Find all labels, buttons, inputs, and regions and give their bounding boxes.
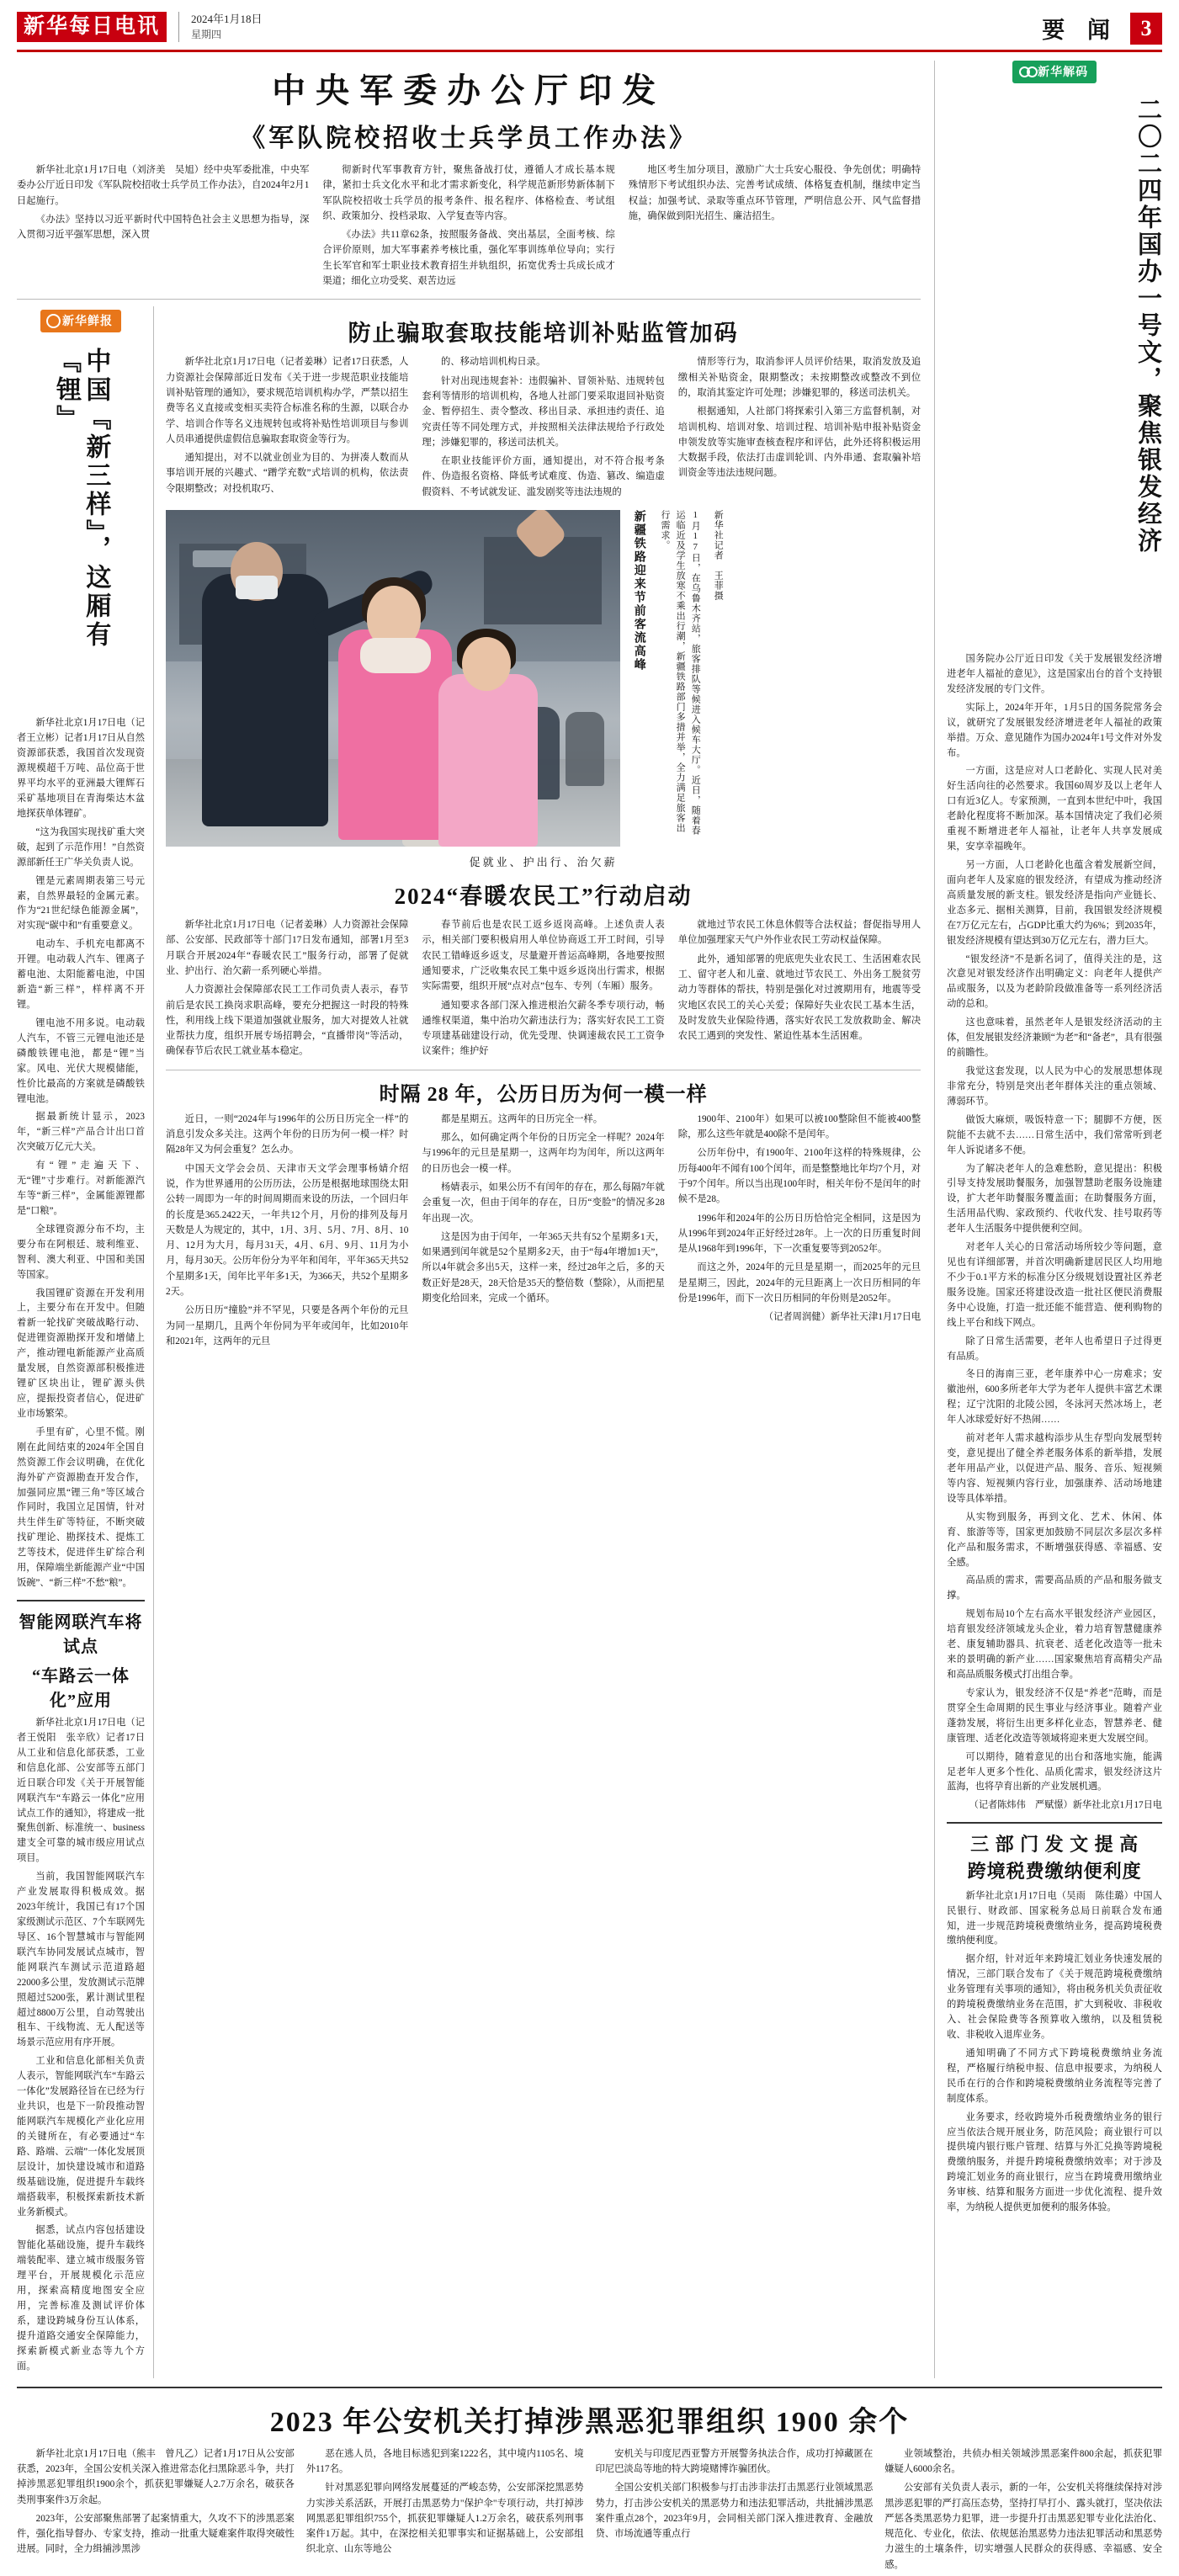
paragraph: 那么，如何确定两个年份的日历完全一样呢？2024年与1996年的元旦是星期一，这两年均为闰年，所以这两年的日历也会一模一样。 (422, 1133, 665, 1174)
bottom-col-3 (596, 2446, 874, 2576)
paragraph: 中国天文学会会员、天津市天文学会理事杨婧介绍说，作为世界通用的公历历法，公历是根据地球围绕太阳公转一周即为一年的时间周期而来设的历法，一个回归年的长度是365.2422天，一年共12个月，月份的排列及每月天数是人为规定的，其中，1月、3月、5月、7月、8月、10月、12月为大月，每月31天，4月、6月、9月、11月为小月，每月30天。公历年份分为平年和闰年，平年365天共52个星期多1天，闰年比平年多1天，为366天，共52个星期多2天。 (166, 1163, 409, 1297)
credit-line: （记者周润健）新华社天津1月17日电 (763, 1312, 921, 1323)
bottom-col-1 (17, 2446, 295, 2576)
paragraph: 新华社北京1月17日电（记者姜琳）人力资源社会保障部、公安部、民政部等十部门17日发布通知，部署1月至3月联合开展2024年“春暖农民工”服务行动，部署了促就业、护出行、治欠薪一系列硬心举措。 (166, 920, 409, 976)
paragraph: 实际上，2024年开年，1月5日的国务院常务会议，就研究了发展银发经济增进老年人福祉的政策举措。万众、意见随作为国办2024年1号文件对外发布。 (947, 702, 1162, 758)
paragraph: 就地过节农民工休息休假等合法权益；督促指导用人单位加强理家天气户外作业农民工劳动权益保障。 (677, 920, 921, 946)
masthead (17, 12, 1162, 52)
paragraph: 杨婧表示，如果公历不有闰年的存在，那么每隔7年就会重复一次，但由于闰年的存在，日历“变脸”的情况多28年出现一次。 (422, 1182, 665, 1224)
decode-headline: 二〇二四年国办一号文，聚焦银发经济 (1134, 97, 1161, 555)
calendar-headline: 时隔 28 年，公历日历为何一模一样 (379, 1083, 708, 1106)
paragraph: 据介绍，针对近年来跨境汇划业务快速发展的情况，三部门联合发布了《关于规范跨境税费缴纳业务管理有关事项的通知》，将由税务机关负责征收的跨境税费缴纳业务在范围，扩大到税收、非税收入、社会保险费等各预算收入缴纳，以及租赁税收、非税收入退库业务。 (947, 1954, 1162, 2040)
news-flash-badge: 新华鲜报 (40, 310, 121, 332)
paragraph: 针对出现违规套补：违假骗补、冒领补贴、违规转包套利等情形的培训机构，各地人社部门要采取退回补贴资金、暂停招生、责令整改、移出目录、承担违约责任、追究责任等不同处理方式，并按照相关法律法规给予行政处理；涉嫌犯罪的，移送司法机关。 (422, 375, 665, 448)
smart-car-body (17, 1716, 145, 2375)
crossborder-title-1: 三 部 门 发 文 提 高 (970, 1834, 1139, 1856)
paragraph: 据最新统计显示，2023年，“新三样”产品合计出口首次突破万亿元大关。 (17, 1112, 145, 1153)
paragraph: 规划布局10个左右高水平银发经济产业园区，培育银发经济领域龙头企业，着力培育智慧健康养老、康复辅助器具、抗衰老、适老化改造等一批未来的景明确的新产业……国家聚焦培育高精尖产品和高品质服务模式打出组合拳。 (947, 1609, 1162, 1680)
subsidy-col-1 (166, 354, 408, 503)
paragraph: 据悉，试点内容包括建设智能化基础设施，提升车载终端装配率、建立城市级服务管理平台，开展规模化示范应用，探索高精度地图安全应用，完善标准及测试评价体系，建设跨城身份互认体系，提升道路交通安全保障能力，探索新模式新业态等九个方面。 (17, 2225, 145, 2372)
farmer-headline: 2024“春暖农民工”行动启动 (394, 884, 693, 910)
lead-col-2 (322, 162, 614, 292)
railway-photo (166, 510, 620, 847)
paragraph: “银发经济”不是新名词了，值得关注的是，这次意见对银发经济作出明确定义：向老年人提供产品或服务，以及为老龄阶段做准备等一系列经济活动的总和。 (947, 953, 1162, 1010)
paragraph: 公历年份中，有1900年、2100年这样的特殊规律，公历每400年不闻有100个闰年，而是整整地比年均7个月，对于97个闰年。所以当出现100年时，相关年份不是闰年的时候不是28。 (677, 1148, 921, 1205)
bottom-col-2 (306, 2446, 584, 2576)
paragraph: 恶在逃人员，各地目标逃犯到案1222名，其中境内1105名、境外117名。 (305, 2448, 584, 2474)
calendar-col-1 (166, 1112, 408, 1352)
paragraph: 另一方面，人口老龄化也蕴含着发展新空间，面向老年人及家庭的银发经济，有望成为推动经济高质量发展的新支柱。银发经济是指向产业链长、业态多元、据相关测算，目前，我国银发经济规模在7万亿元左右，占GDP比重大约为6%；到2035年，银发经济规模有望达到30万亿元左右，潜力巨大。 (947, 859, 1162, 946)
photo-note: 1月17日，在乌鲁木齐站，旅客排队等候进入候车大厅。近日，随着春运临近及学生放寒不乘出行潮，新疆铁路部门多措并举，全力满足旅客出行需求。 (659, 510, 701, 837)
paragraph: 的、移动培训机构日录。 (440, 357, 546, 368)
paragraph: 1900年、2100年）如果可以被100整除但不能被400整除，那么这些年就是400除不是闰年。 (677, 1113, 921, 1140)
smart-car-title-1: 智能网联汽车将试点 (19, 1613, 143, 1656)
paragraph: 情形等行为，取消参评人员评价结果，取消发放及追缴相关补贴资金，限期整改；未按期整改或整改不到位的，取消其鉴定许可处理；涉嫌犯罪的，移送司法机关。 (677, 357, 921, 398)
calendar-col-2 (422, 1112, 664, 1352)
lead-headline-2: 《军队院校招收士兵学员工作办法》 (240, 125, 698, 152)
issue-date (178, 12, 263, 42)
bottom-col-4 (884, 2446, 1162, 2576)
farmer-kicker: 促就业、护出行、治欠薪 (469, 856, 618, 869)
paragraph: 近日，一则“2024年与1996年的公历日历完全一样”的消息引发众多关注。这两个年份的日历为何一模一样？时隔28年又为何会重复？怎么办。 (166, 1113, 409, 1155)
subsidy-col-2 (422, 354, 664, 503)
paragraph: 都是星期五。这两年的日历完全一样。 (440, 1113, 603, 1124)
farmer-col-1 (166, 917, 408, 1063)
subsidy-col-3 (678, 354, 921, 503)
paragraph: 业务要求，经收跨境外币税费缴纳业务的银行应当依法合规开展业务，防范风险；商业银行可以提供境内银行账户管理、结算与外汇兑换等跨境税费缴纳服务，并提升跨境税费缴纳效率；对于涉及跨境汇划业务的商业银行，应当在跨境费用缴纳业务审核、结算和服务方面进一步优化流程、提升效率，为纳税人提供更加便利的服务体验。 (947, 2111, 1162, 2213)
paragraph: 通知明确了不同方式下跨境税费缴纳业务流程，严格履行纳税申报、信息申报要求，为纳税人民币在行的合作和跨境税费缴纳业务流程等完善了制度体系。 (947, 2048, 1162, 2104)
paragraph: 我国锂矿资源在开发利用上，主要分布在开发中。但随着新一轮找矿突破战略行动、促进锂资源勘探开发和增储上产，推动锂电新能源产业高质量发展，自然资源部积极推进锂矿区块出让，锂矿源头供应，提振投资者信心，促进矿业市场繁荣。 (17, 1288, 145, 1419)
paragraph: 对老年人关心的日常活动场所较少等问题，意见也有详细部署，并首次明确新建居民区人均用地不少于0.1平方米的标准分区分级规划设置社区养老服务设施。国家还将建设改造一批社区便民消费服务中心设施，打造一批还能不能营造、便利购物的线上平台和线下网点。 (947, 1242, 1162, 1328)
paragraph: 通知要求各部门深入推进根治欠薪冬季专项行动，畅通维权渠道，集中治功欠薪违法行为；落实好农民工工资专项建基础建设行动，优先受理、快调速裁农民工工资争议案件；维护好 (422, 1000, 665, 1057)
decode-body (947, 652, 1162, 1814)
paragraph: 做饭大麻烦，吸饭特意一下；腿脚不方便，医院能不去就不去……日常生活中，我们常常听到老年人诉说诸多不便。 (947, 1114, 1162, 1155)
paragraph: 高品质的需求，需要高品质的产品和服务做支撑。 (947, 1575, 1162, 1601)
farmer-col-3 (678, 917, 921, 1063)
paragraph: 可以期待，随着意见的出台和落地实施，能满足老年人更多个性化、品质化需求，银发经济这片蓝海，也将孕育出新的产业发展机遇。 (947, 1751, 1162, 1793)
photo-credit: 新华社记者 王菲摄 (713, 510, 724, 602)
paragraph: 当前，我国智能网联汽车产业发展取得积极成效。据2023年统计，我国已有17个国家级测试示范区、7个车联网先导区、16个智慧城市与智能网联汽车协同发展试点城市，智能网联汽车测试示范道路超22000多公里，发放测试示范牌照超过5200张，累计测试里程超过8800万公里，自动驾驶出租车、干线物流、无人配送等场景示范应用有序开展。 (17, 1872, 145, 2048)
paragraph: 1996年和2024年的公历日历恰恰完全相同，这是因为从1996年到2024年正好经过28年。上一次的日历重复时间是从1968年到1996年，下一次重复要等到2052年。 (677, 1213, 921, 1255)
paragraph: 而这之外，2024年的元旦是星期一，而2025年的元旦是星期三，因此，2024年的元旦距离上一次日历相同的年份是1996年，而下一次日历相同的年份则是2052年。 (677, 1262, 921, 1304)
paragraph: 业领域整治，共侦办相关领域涉黑恶案件800余起，抓获犯罪嫌疑人6000余名。 (884, 2448, 1162, 2474)
crossborder-title-2: 跨境税费缴纳便利度 (967, 1860, 1142, 1882)
paragraph: 前对老年人需求越构添步从生存型向发展型转变，意见提出了健全养老服务体系的新举措，发展老年用品产业，以促进产品、服务、音乐、短视频等内容、短视频内容行业，加强康养、活动场地建设等具体举措。 (947, 1433, 1162, 1504)
paragraph: 彻新时代军事教育方针，聚焦备战打仗，遵循人才成长基本规律，紧扣士兵文化水平和北才需求新变化，科学规范新形势新体制下军队院校招收士兵学员的报考条件、报名程序、体格检查、考试组织、政策加分、投档录取、入学复查等内容。 (322, 165, 615, 221)
news-flash-column (17, 306, 154, 2377)
paragraph: 锂是元素周期表第三号元素，自然界最轻的金属元素。作为“21世纪绿色能源金属”，对实现“碳中和”有重要意义。 (17, 875, 145, 932)
paragraph: 新华社北京1月17日电（熊丰 曾凡乙）记者1月17日从公安部获悉，2023年，全国公安机关深入推进常态化扫黑除恶斗争，共打掉涉黑恶犯罪组织1900余个，抓获犯罪嫌疑人2.7万余名，破获各类刑事案件3万余起。 (17, 2448, 295, 2505)
paragraph: 针对黑恶犯罪向网络发展蔓延的严峻态势，公安部深挖黑恶势力实涉关系活跃，开展打击黑恶势力"保护伞"专项行动，共打掉涉网黑恶犯罪组织755个，抓获犯罪嫌疑人1.2万余名，破获系列刑事案件1万起。其中，在深挖相关犯罪事实和证据基础上，公安部组织北京、山东等地公 (305, 2483, 584, 2555)
paragraph: 新华社北京1月17日电（记者姜琳）记者17日获悉，人力资源社会保障部近日发布《关于进一步规范职业技能培训补贴管理的通知》，要求规范培训机构办学，严禁以招生费等名义直接或变相买卖符合标准名称的生源，以联合办学、培训合作等名义违规转包或将补贴性培训项目与参训人员串通提供虚假信息骗取套取资金等行为。 (166, 357, 409, 444)
bottom-story (17, 2387, 1162, 2576)
paragraph: 手里有矿，心里不慌。刚刚在此间结束的2024年全国自然资源工作会议明确，在优化海外矿产资源勘查开发合作，加强同应黑“锂三角”等区域合作同时，我国立足国情，针对共生伴生矿等特征，不断突破找矿理论、勘探技术、提炼工艺等技术，促进伴生矿综合利用，保障端坐新能源产业“中国饭碗”、“新三样”不愁“粮”。 (17, 1426, 145, 1589)
byline: 新华社北京1月17日电（记者王悦阳 张辛欣）记者17日从工业和信息化部获悉，工业和信息化部、公安部等五部门近日联合印发《关于开展智能网联汽车“车路云一体化”应用试点工作的通知》，将建成一批聚焦创新、标准统一、business 建支全可靠的城市级应用试点项目。 (17, 1718, 145, 1864)
calendar-col-3 (678, 1112, 921, 1352)
paragraph: 有“锂”走遍天下、无“锂”寸步难行。对新能源汽车等“新三样”，金属能源锂都是“口粮”。 (17, 1161, 145, 1216)
paragraph: 《办法》共11章62条，按照服务备战、突出基层，全面考核、综合评价原则，加大军事素养考核比重，强化军事训练单位导向；实行生长军官和军士职业技术教育招生并轨组织，拓宽优秀士兵成长成才渠道；细化立功受奖、艰苦边远 (322, 230, 615, 287)
paragraph: 冬日的海南三亚，老年康养中心一房难求；安徽池州，600多所老年大学为老年人提供丰富艺术课程；辽宁沈阳的北陵公园，冬泳河天然冰场上，老年人冰球爱好好不热闹…… (947, 1369, 1162, 1426)
paragraph: 除了日常生活需要，老年人也希望日子过得更有品质。 (947, 1336, 1162, 1362)
weekday-text: 星期四 (191, 28, 222, 40)
paragraph: “这为我国实现找矿重大突破，起到了示范作用！”自然资源部新任王广华关负责人说。 (17, 826, 145, 868)
paragraph: 公安部有关负责人表示，新的一年，公安机关将继续保持对涉黑涉恶犯罪的严打高压态势，坚持打早打小、露头就打，坚决依法严惩各类黑恶势力犯罪，进一步提升打击黑恶犯罪专业化法治化、规范化、专业化，依法、依规惩治黑恶势力违法犯罪活动和黑恶势力滋生的土壤条件，切实增强人民群众的获得感、幸福感、安全感。 (884, 2483, 1162, 2570)
photo-block (166, 510, 921, 847)
lead-headline-1: 中央军委办公厅印发 (272, 72, 667, 109)
paragraph: 这也意味着，虽然老年人是银发经济活动的主体，但发展银发经济兼顾“为老”和“备老”，具有很强的前瞻性。 (947, 1017, 1162, 1059)
byline: 新华社北京1月17日电（记者王立彬）记者1月17日从自然资源部获悉，我国首次发现资源规模超千万吨、品位高于世界平均水平的亚洲最大锂辉石采矿基地项目在青海柴达木盆地探获单体锂矿。 (17, 718, 145, 819)
paragraph: 从实物到服务，再到文化、艺术、休闲、体育、旅游等等，国家更加鼓励不同层次多层次多样化产品和服务需求，不断增强获得感、幸福感、安全感。 (947, 1511, 1162, 1568)
paragraph: 电动车、手机充电都离不开锂。电动载人汽车、锂离子蓄电池、太阳能蓄电池，中国新造“新三样”，样样离不开锂。 (17, 939, 145, 1010)
section-title: 要 闻 (1042, 18, 1118, 43)
farmer-col-2 (422, 917, 664, 1063)
right-zone (934, 61, 1162, 2378)
paragraph: 人力资源社会保障部农民工工作司负责人表示，春节前后是农民工换岗求职高峰，要充分把握这一时段的特殊性，利用线上线下渠道加强就业服务，加大对提效人社就业帮扶力度，组织开展专场招聘会，“直播带岗”等活动，确保春节后农民工就业基本稳定。 (166, 985, 409, 1057)
paragraph: 这是因为由于闰年，一年365天共有52个星期多1天，如果遇到闰年就是52个星期多2天，由于“每4年增加1天”，所以4年就会多出5天，这样一来，经过28年之后，多的天数正好是28天，28天恰是35天的整倍数（整除），从而把星期变化给回来，完成一个循环。 (422, 1231, 665, 1304)
paragraph: 安机关与印度尼西亚警方开展警务执法合作，成功打掉藏匿在印尼巴淡岛等地的特大跨境赌博诈骗团伙。 (595, 2448, 874, 2474)
paragraph: 新华社北京1月17日电（吴雨 陈佳璐）中国人民银行、财政部、国家税务总局日前联合发布通知，进一步规范跨境税费缴纳业务，提高跨境税费缴纳便利度。 (947, 1890, 1162, 1947)
paragraph: 为了解决老年人的急难愁盼，意见提出：积极引导支持发展助餐服务，加强智慧助老服务设施建设，扩大老年助餐服务覆盖面；在助餐服务方面，生活用品代购、家政预约、代收代发、挂号取药等老年人生活服务中提供便利空间。 (947, 1163, 1162, 1235)
paragraph: 国务院办公厅近日印发《关于发展银发经济增进老年人福祉的意见》，这是国家出台的首个支持银发经济发展的专门文件。 (947, 654, 1162, 694)
middle-main (166, 306, 921, 2377)
date-text: 2024年1月18日 (191, 13, 263, 25)
lithium-headline: 中国『新三样』，这厢有『锂』 (52, 348, 110, 651)
credit-line: （记者陈炜伟 严赋憬）新华社北京1月17日电 (969, 1800, 1162, 1811)
lead-story (17, 64, 921, 292)
publication-logo: 新华每日电讯 (17, 12, 167, 42)
left-zone (17, 61, 921, 2378)
paragraph: 地区考生加分项目，激励广大士兵安心服役、争先创优；明确特殊情形下考试组织办法、完善考试成绩、体格复查机制，继续申定当权益；加强考试、录取等重点环节管理，严明信息公开、风气监督措施，确保做到阳光招生、廉洁招生。 (628, 165, 921, 221)
paragraph: 在职业技能评价方面，通知提出，对不符合报考条件、伪造报名资格、降低考试难度、伪造、篡改、编造虚假资料、不考试就发证、滥发剧奖等违法违规的 (422, 456, 665, 497)
paragraph: 我觉这套发现，以人民为中心的发展思想体现非常充分，特别是突出老年群体关注的重点领域、薄弱环节。 (947, 1065, 1162, 1107)
paragraph: 全球锂资源分布不均，主要分布在阿根廷、玻利维亚、智利、澳大利亚、中国和美国等国家。 (17, 1224, 145, 1280)
smart-car-title-2: “车路云一体化”应用 (32, 1667, 130, 1710)
paragraph: 新华社北京1月17日电（刘济美 吴旭）经中央军委批准，中央军委办公厅近日印发《军队院校招收士兵学员工作办法》，自2024年2月1日起施行。 (17, 165, 310, 206)
paragraph: 全国公安机关部门积极参与打击涉非法打击黑恶行业领域黑恶势力，打击涉公安机关的黑恶势力和违法犯罪活动，共批捕涉黑恶案件重点28个，2023年9月，会同相关部门深入推进教育、金融放贷、市场流通等重点行 (595, 2483, 874, 2540)
paragraph: 通知提出，对不以就业创业为目的、为拼凑人数而从事培训开展的兴趣式、“蹭学充数”式培训的机构，依法责令限期整改；对投机取巧、 (166, 453, 409, 494)
paragraph: 此外，通知部署的兜底兜失业农民工、生活困难农民工、留守老人和儿童、就地过节农民工、外出务工脱贫劳动力等群体的帮扶，特别是强化对过渡期用有，地震等受灾地区农民工的关心关爱；保障好失业农民工基本生活，及时发放失业保险待遇，落实好农民工发放救助金、解决农民工遇到的突发性、紧迫性基本生活困难。 (677, 953, 921, 1042)
paragraph: 《办法》坚持以习近平新时代中国特色社会主义思想为指导，深入贯彻习近平强军思想，深入贯 (17, 214, 310, 241)
paragraph: 专家认为，银发经济不仅是“养老”范畴，而是贯穿全生命周期的民生事业与经济事业。随着产业蓬勃发展，将衍生出更多样化业态，智慧养老、健康管理、适老化改造等领域将迎来更大发展空间。 (947, 1687, 1162, 1744)
bottom-headline: 2023 年公安机关打掉涉黑恶犯罪组织 1900 余个 (269, 2406, 910, 2438)
paragraph: 锂电池不用多说。电动载人汽车，不管三元锂电池还是磷酸铁锂电池，都是“锂”当家。风电、光伏大规模储能，性价比最高的方案就是磷酸铁锂电池。 (17, 1017, 145, 1104)
lithium-body (17, 716, 145, 1591)
paragraph: 2023年，公安部聚焦部署了起案情重大，久攻不下的涉黑恶案件，强化指导督办、专家支持，推动一批重大疑难案件取得突破性进展。同时，全力缉捕涉黑涉 (17, 2513, 295, 2555)
lead-col-1 (17, 162, 309, 292)
photo-caption: 新疆铁路迎来节前客流高峰 (632, 510, 645, 672)
paragraph: 公历日历“撞脸”并不罕见，只要是各两个年份的元旦为同一星期几，且两个年份同为平年或闰年，比如2010年和2021年，这两年的元旦 (166, 1305, 409, 1346)
paragraph: 根据通知，人社部门将探索引入第三方监督机制，对培训机构、培训对象、培训过程、培训补贴申报补贴资金申领发放等实施审查核查程序和评估，此外还将积极运用大数据手段，依法打击虚训轮训、内外串通、套取骗补培训资金等违法违规问题。 (677, 406, 921, 479)
paragraph: 一方面，这是应对人口老龄化、实现人民对美好生活向往的必然要求。我国60周岁及以上老年人口有近3亿人。专家预测，一直到本世纪中叶，我国老龄化程度将不断加深。基本国情决定了我们必须重视不断增进老年人福祉，让老年人共享发展成果，安享幸福晚年。 (947, 766, 1162, 852)
paragraph: 工业和信息化部相关负责人表示，智能网联汽车“车路云一体化”发展路径旨在已经为行业共识，也是下一阶段推动智能网联汽车规模化产业化应用的关键所在，有必要通过“车路、路端、云端”一体化发展顶层设计，加快建设城市和道路级基础设施，促进提升车载终端搭载率，积极探索新技术新业务新模式。 (17, 2056, 145, 2217)
page-number: 3 (1130, 13, 1162, 45)
crossborder-body (947, 1889, 1162, 2216)
paragraph: 春节前后也是农民工返乡返岗高峰。上述负责人表示，相关部门要积极肩用人单位协商返工开工时间，引导农民工错峰返乡返支，尽量避开普运高峰期，各地要按照通知要求，广泛收集农民工集中返乡返岗出行需求，根据实际需要，组织开展“点对点”包车、专列（车厢）服务。 (422, 920, 665, 992)
subsidy-headline: 防止骗取套取技能培训补贴监管加码 (348, 321, 739, 347)
lead-col-3 (629, 162, 921, 292)
decode-badge: 新华解码 (1012, 61, 1097, 83)
